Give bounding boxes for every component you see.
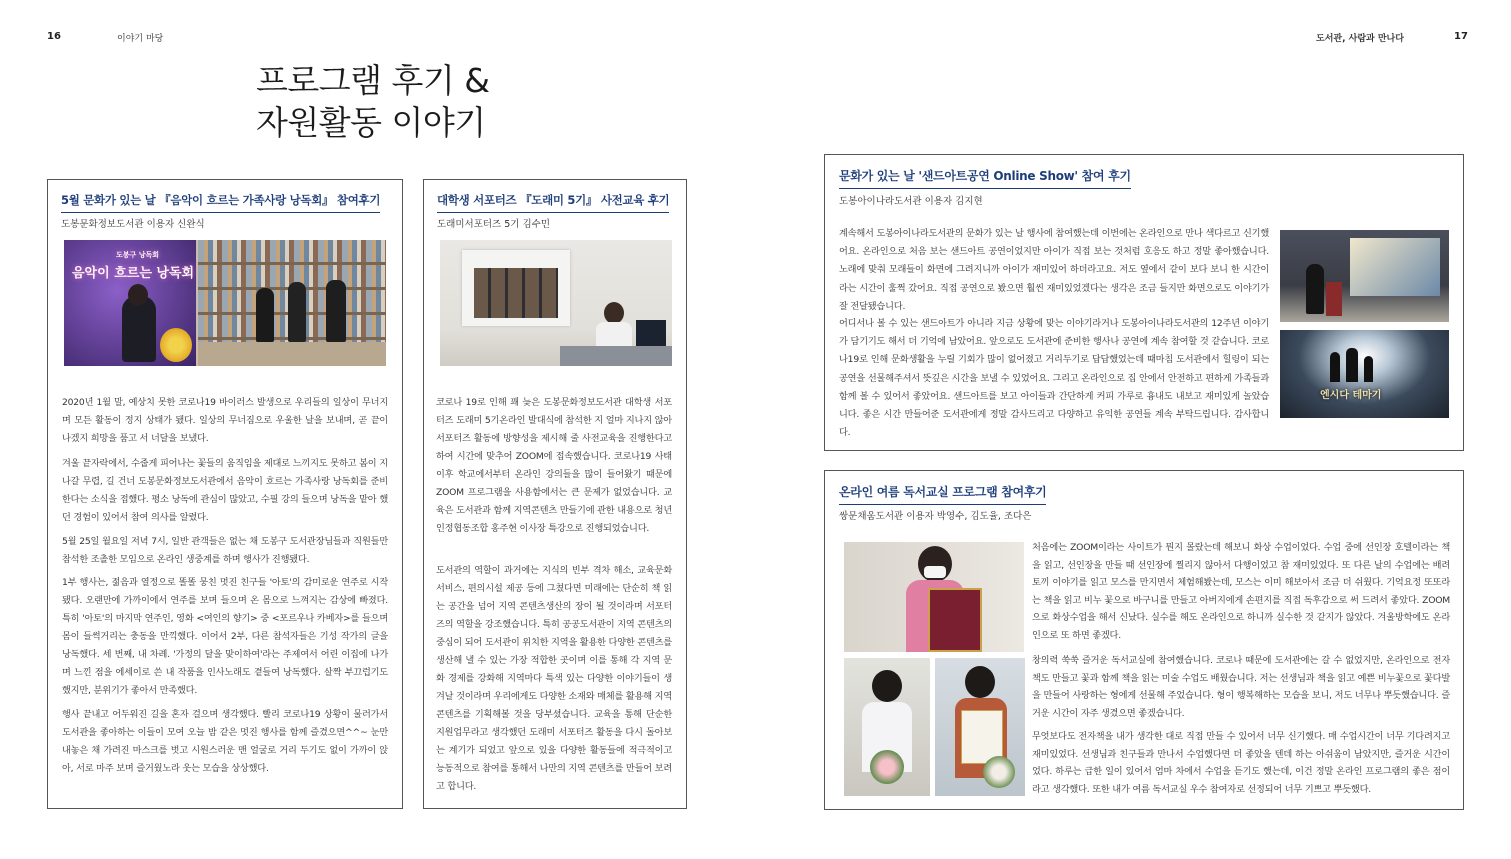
article-summer-reading bbox=[824, 470, 1464, 810]
equipment bbox=[1326, 282, 1342, 316]
article-sandart bbox=[824, 154, 1464, 451]
article2-byline: 도래미서포터즈 5기 김수민 bbox=[437, 219, 551, 230]
sandart-screen-photo bbox=[1280, 230, 1449, 322]
silhouette-3 bbox=[1364, 356, 1373, 382]
boy1-flowers bbox=[870, 750, 904, 784]
certificate bbox=[928, 588, 982, 652]
right-page-number: 17 bbox=[1454, 31, 1468, 42]
article-supporters bbox=[423, 179, 687, 809]
article1-byline: 도봉문화정보도서관 이용자 신완식 bbox=[61, 219, 205, 230]
main-title bbox=[256, 60, 596, 144]
boy-certificate-photo bbox=[935, 658, 1025, 796]
article2-title: 대학생 서포터즈 『도래미 5기』 사전교육 후기 bbox=[437, 192, 669, 213]
musician-3 bbox=[326, 280, 346, 342]
article3-title: 문화가 있는 날 '샌드아트공연 Online Show' 참여 후기 bbox=[839, 167, 1131, 189]
musician-2 bbox=[288, 282, 306, 342]
reading-concert-photo bbox=[64, 240, 386, 366]
article1-para-3: 5월 25일 월요일 저녁 7시, 일반 관객들은 없는 채 도봉구 도서관장님들과 직원들만 참석한 조촐한 모임으로 온라인 생중계를 하며 행사가 진행됐다. bbox=[62, 536, 388, 565]
article3-byline: 도봉아이나라도서관 이용자 김지현 bbox=[839, 196, 983, 207]
article4-para-3: 무엇보다도 전자책을 내가 생각한 대로 직접 만들 수 있어서 너무 신기했다. 매 수업시간이 너무 기다려지고 재미있었다. 선생님과 친구들과 만나서 수업했다면 더 좋았을 텐데 하는 아쉬움이 남았지만, 즐거운 시간이었다. 하루는 급한 일이 있어서 엄마 차에서 수업을 듣기도 했는데, 이건 정말 온라인 프로그램의 좋은 점이라고 생각했다. 또한 내가 여름 독서교실 우수 참여자로 선정되어 너무 기쁘고 뿌듯했다. bbox=[1032, 731, 1450, 795]
camera-operator bbox=[1306, 264, 1324, 314]
left-running-header: 이야기 마당 bbox=[117, 34, 164, 44]
article2-para-1: 코로나 19로 인해 꽤 늦은 도봉문화정보도서관 대학생 서포터즈 도래미 5기온라인 발대식에 참석한 지 얼마 지나지 않아 서포터즈 활동에 방향성을 제시해 줄 사전교육을 진행한다고 하여 시간에 맞추어 ZOOM에 접속했습니다. 코로나19 사태 이후 학교에서부터 온라인 강의들을 많이 들어왔기 때문에ZOOM 프로그램을 사용함에서는 큰 문제가 없었습니다. 교육은 도서관과 함께 지역콘텐츠 만들기에 관한 내용으로 청년인정협동조합 홍주현 이사장 특강으로 진행되었습니다. bbox=[436, 397, 672, 534]
right-running-header: 도서관, 사람과 만나다 bbox=[1316, 34, 1404, 44]
zoom-training-photo bbox=[440, 240, 672, 366]
banner-small-text: 도봉구 낭독회 bbox=[116, 251, 160, 259]
article1-para-1: 2020년 1월 말, 예상치 못한 코로나19 바이러스 발생으로 우리들의 일상이 무너지며 모든 활동이 정지 상태가 됐다. 일상의 무너짐으로 우울한 날을 보내며, 곧 끝이 나겠지 희망을 품고 서 너달을 보냈다. bbox=[62, 397, 388, 444]
article1-para-5: 행사 끝내고 어두워진 길을 혼자 걸으며 생각했다. 빨리 코로나19 상황이 물러가서 도서관을 좋아하는 이들이 모여 오늘 밤 같은 멋진 행사를 함께 즐겼으면^^~ 눈만 내놓은 채 가려진 마스크를 벗고 시원스러운 맨 얼굴로 거리 두기도 없이 가까이 앉아, 서로 마주 보며 즐거웠노라 웃는 모습을 상상했다. bbox=[62, 709, 388, 774]
article4-title: 온라인 여름 독서교실 프로그램 참여후기 bbox=[839, 483, 1046, 505]
floor bbox=[198, 342, 386, 366]
desk bbox=[560, 346, 672, 366]
silhouette-2 bbox=[1346, 348, 1358, 382]
boy-flowers-photo bbox=[844, 658, 930, 796]
article3-para-1: 계속해서 도봉아이나라도서관의 문화가 있는 날 행사에 참여했는데 이번에는 온라인으로 만나 색다르고 신기했어요. 온라인으로 처음 보는 샌드아트 공연이었지만 아이가 직접 보는 것처럼 호응도 하고 정말 좋아했습니다. 노래에 맞춰 모래들이 화면에 그려지니까 아이가 재미있어 하더라고요. 저도 옆에서 같이 보다 보니 한 시간이라는 시간이 훌쩍 갔어요. 직접 공연으로 봤으면 훨씬 재미있었겠다는 생각은 조금 들지만 화면으로도 이야기가 잘 전달됐습니다. bbox=[839, 228, 1269, 312]
article3-para-2: 어디서나 볼 수 있는 샌드아트가 아니라 지금 상황에 맞는 이야기라거나 도봉아이나라도서관의 12주년 이야기가 담기기도 해서 더 기억에 남았어요. 앞으로도 도서관에 준비한 행사나 공연에 계속 참여할 것 같습니다. 코로나19로 인해 문화생활을 누릴 기회가 많이 없어졌고 거리두기로 답답했었는데 때마침 도서관에서 힐링이 되는 공연을 선물해주셔서 뜻깊은 시간을 보낼 수 있었어요. 그리고 온라인으로 집 안에서 안전하고 편하게 가족들과 함께 볼 수 있어서 좋았어요. 샌드아트를 보고 아이들과 간단하게 커피 가루로 흉내도 내보고 재미있게 놀았습니다. 좋은 시간 만들어준 도서관에게 정말 감사드리고 다양하고 유익한 공연들 계속 부탁드립니다. 감사합니다. bbox=[839, 318, 1269, 439]
article4-para-2: 창의력 쑥쑥 즐거운 독서교실에 참여했습니다. 코로나 때문에 도서관에는 갈 수 없었지만, 온라인으로 전자책도 만들고 꽃과 함께 책을 읽는 미술 수업도 배웠습니다. 저는 선생님과 책을 읽고 예쁜 비누꽃으로 꽃다발을 만들어 사랑하는 형에게 선물해 주었습니다. 형이 행복해하는 모습을 보니, 저도 너무나 뿌듯했습니다. 즐거운 시간이 자주 생겼으면 좋겠습니다. bbox=[1032, 655, 1450, 719]
article4-para-1: 처음에는 ZOOM이라는 사이트가 뭔지 몰랐는데 해보니 화상 수업이었다. 수업 중에 선인장 호텔이라는 책을 읽고, 선인장을 만들 때 선인장에 찔리지 않아서 다행이었고 참 재미있었다. 또 다른 날의 수업에는 배려토끼 이야기를 읽고 모스를 만지면서 체험해봤는데, 모스는 이미 해보아서 조금 더 쉬웠다. 기억요정 또또라는 책을 읽고 비누 꽃으로 바구니를 만들고 아버지에게 손편지를 직접 독후감으로 써 드려서 좋았다. ZOOM으로 화상수업을 해서 신났다. 실수를 해도 온라인으로 하니까 실수한 것 같지가 않았다. 겨울방학에도 온라인으로 또 하면 좋겠다. bbox=[1032, 542, 1450, 641]
monitor bbox=[636, 320, 666, 346]
reader-head bbox=[128, 284, 148, 306]
main-title-line1: 프로그램 후기 & bbox=[256, 61, 490, 100]
article2-para-2: 도서관의 역할이 과거에는 지식의 빈부 격차 해소, 교육문화 서비스, 편의시설 제공 등에 그쳤다면 미래에는 단순히 책 읽는 공간을 넘어 지역 콘텐츠생산의 장이 될 것이라며 서포터즈의 역할을 강조했습니다. 특히 공공도서관이 지역 콘텐츠의 중심이 되어 도서관이 위치한 지역을 활용한 다양한 콘텐츠를 생산해 낼 수 있는 가장 적합한 곳이며 이를 통해 각 지역 문화 경제를 강화해 지역마다 특색 있는 다양한 이야기들이 생겨날 것이라며 우리에게도 다양한 소재와 매체를 활용해 지역 콘텐츠를 기획해볼 것을 당부셨습니다. 교육을 통해 단순한 지원업무라고 생각했던 도래미 서포터즈 활동을 다시 돌아보는 계기가 되었고 앞으로 있을 다양한 활동들에 적극적이고 능동적으로 참여를 통해서 나만의 지역 콘텐츠를 만들어 보려고 합니다. bbox=[436, 565, 672, 792]
article4-byline: 쌍문채움도서관 이용자 박영수, 김도율, 조다은 bbox=[839, 511, 1032, 522]
silhouette-1 bbox=[1330, 352, 1340, 382]
article-reading-concert bbox=[47, 179, 403, 809]
child-mask bbox=[924, 566, 946, 578]
sandart-projection bbox=[1350, 238, 1440, 296]
boy1-head bbox=[872, 670, 902, 702]
musician-1 bbox=[256, 288, 274, 342]
boy2-head bbox=[965, 666, 995, 698]
article1-para-4: 1부 행사는, 젊음과 열정으로 똘똘 뭉친 멋진 친구들 '아토'의 감미로운 연주로 시작됐다. 오랜만에 가까이에서 연주를 보며 들으며 온 몸으로 느껴지는 감상에 빠졌다. 특히 '아토'의 마지막 연주인, 영화 <여인의 향기> 중 <포르우나 카베자>를 들으며 몸이 들썩거리는 충동을 만끽했다. 이어서 2부, 다른 참석자들은 기성 작가의 글을 낭독했다. 세 번째, 내 차례. '가정의 달을 맞이하여'라는 주제여서 어린 이집에 나가며 느낀 점을 에세이로 쓴 내 작품을 인사노래도 곁들여 낭독했다. 살짝 부끄럽기도 했지만, 분위기가 좋아서 만족했다. bbox=[62, 577, 388, 696]
article1-para-2: 겨울 끝자락에서, 수줍게 피어나는 꽃들의 움직임을 제대로 느끼지도 못하고 봄이 지나갈 무렵, 길 건너 도봉문화정보도서관에서 음악이 흐르는 가족사랑 낭독회를 준비한다는 소식을 접했다. 평소 낭독에 관심이 많았고, 수필 강의 들으며 낭독을 맡아 했던 경험이 있어서 참여 의사를 알렸다. bbox=[62, 458, 388, 523]
main-title-line2: 자원활동 이야기 bbox=[256, 103, 486, 142]
banner-title-text: 음악이 흐르는 낭독회 bbox=[72, 266, 195, 281]
flowers bbox=[160, 328, 192, 362]
child-certificate-photo bbox=[844, 542, 1024, 652]
presenter-head bbox=[604, 302, 624, 324]
left-page-number: 16 bbox=[47, 31, 61, 42]
sandart-photo-text: 엔시다 테마기 bbox=[1320, 390, 1382, 401]
boy2-flowers bbox=[983, 756, 1015, 788]
zoom-grid bbox=[474, 268, 558, 318]
sandart-show-photo bbox=[1280, 330, 1449, 418]
article1-title: 5월 문화가 있는 날 『음악이 흐르는 가족사랑 낭독회』 참여후기 bbox=[61, 192, 380, 213]
